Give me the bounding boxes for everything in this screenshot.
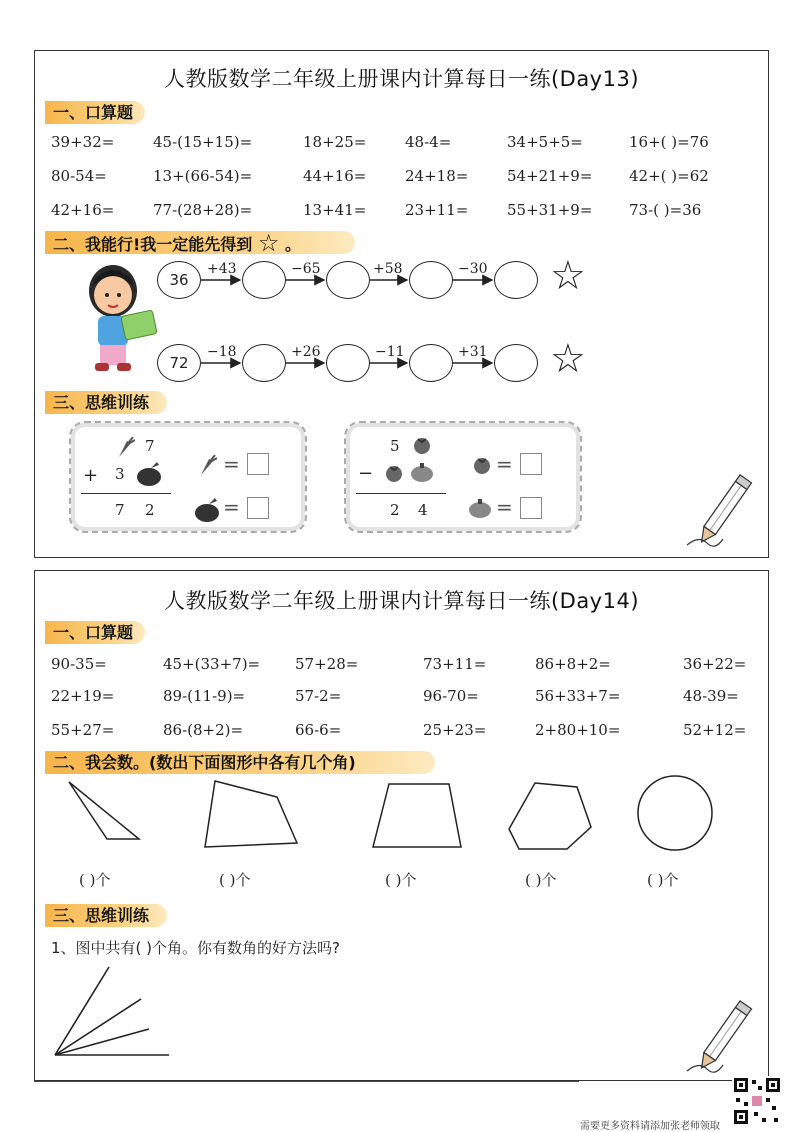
- oral-problem: 80-54=: [51, 167, 107, 185]
- answer-box[interactable]: [247, 453, 269, 475]
- oral-problem: 48-4=: [405, 133, 452, 151]
- answer-box[interactable]: [247, 497, 269, 519]
- chain2-op: −11: [375, 344, 405, 360]
- worksheet-title: 人教版数学二年级上册课内计算每日一练(Day13): [163, 67, 640, 91]
- quadrilateral-shape: [205, 781, 297, 847]
- footer-text: 需要更多资料请添加张老师领取: [580, 1121, 720, 1132]
- oral-problem: 44+16=: [303, 167, 367, 185]
- puzzle-operator: −: [358, 463, 374, 484]
- oral-problem: 57-2=: [295, 687, 342, 705]
- puzzle-line: [81, 493, 171, 494]
- trapezoid-shape: [373, 784, 461, 847]
- chain2-op: −18: [207, 344, 237, 360]
- puzzle-frame: [69, 421, 307, 533]
- chain1-op: +43: [207, 261, 237, 277]
- puzzle-line: [356, 493, 446, 494]
- chain2-answer-circle[interactable]: [326, 344, 370, 382]
- puzzle-digit: 2: [145, 501, 155, 519]
- chain1-op: −30: [458, 261, 488, 277]
- eggplant-icon: [193, 497, 221, 523]
- oral-problem: 73+11=: [423, 655, 487, 673]
- chain2-op: +31: [458, 344, 488, 360]
- equals-sign: =: [496, 495, 513, 519]
- eggplant-icon: [135, 461, 163, 487]
- chain1-start-circle: 36: [157, 261, 201, 299]
- puzzle-frame: [344, 421, 582, 533]
- oral-problem: 90-35=: [51, 655, 107, 673]
- section-heading-thinking: 三、思维训练: [45, 904, 167, 927]
- answer-box[interactable]: [520, 453, 542, 475]
- angle-count-blank[interactable]: ( )个: [219, 871, 251, 889]
- question-text: 1、图中共有( )个角。你有数角的好方法吗?: [51, 939, 340, 957]
- puzzle-operator: +: [83, 465, 99, 486]
- pumpkin-icon: [468, 497, 492, 519]
- chain2-answer-circle[interactable]: [409, 344, 453, 382]
- chain2-op: +26: [291, 344, 321, 360]
- pencil-icon: [679, 991, 769, 1081]
- chain2-answer-circle[interactable]: [494, 344, 538, 382]
- section-heading-oral: 一、口算题: [45, 621, 145, 644]
- circle-shape: [638, 776, 712, 850]
- angle-count-blank[interactable]: ( )个: [79, 871, 111, 889]
- oral-problem: 22+19=: [51, 687, 115, 705]
- pencil-icon: [679, 465, 769, 555]
- chain1-op: +58: [373, 261, 403, 277]
- oral-problem: 16+( )=76: [629, 133, 709, 151]
- oral-problem: 13+(66-54)=: [153, 167, 253, 185]
- oral-problem: 34+5+5=: [507, 133, 583, 151]
- worksheet-day13: [34, 50, 769, 558]
- oral-problem: 42+( )=62: [629, 167, 709, 185]
- equals-sign: =: [223, 495, 240, 519]
- puzzle-digit: 2: [390, 501, 400, 519]
- section-heading-period: 。: [284, 235, 301, 254]
- equals-sign: =: [223, 452, 240, 476]
- angle-rays-figure: [49, 963, 209, 1063]
- oral-problem: 56+33+7=: [535, 687, 621, 705]
- answer-box[interactable]: [520, 497, 542, 519]
- angle-count-blank[interactable]: ( )个: [647, 871, 679, 889]
- angle-count-blank[interactable]: ( )个: [525, 871, 557, 889]
- star-icon: ☆: [257, 229, 280, 257]
- oral-problem: 86+8+2=: [535, 655, 611, 673]
- oral-problem: 45+(33+7)=: [163, 655, 261, 673]
- tomato-icon: [384, 463, 404, 483]
- star-icon: ☆: [550, 253, 586, 299]
- equals-sign: =: [496, 452, 513, 476]
- oral-problem: 39+32=: [51, 133, 115, 151]
- puzzle-digit: 4: [418, 501, 428, 519]
- section-heading-thinking: 三、思维训练: [45, 391, 167, 414]
- oral-problem: 13+41=: [303, 201, 367, 219]
- oral-problem: 73-( )=36: [629, 201, 702, 219]
- oral-problem: 86-(8+2)=: [163, 721, 244, 739]
- chain2-start-circle: 72: [157, 344, 201, 382]
- oral-problem: 2+80+10=: [535, 721, 621, 739]
- oral-problem: 52+12=: [683, 721, 747, 739]
- angle-shapes: [35, 571, 770, 901]
- carrot-icon: [197, 455, 217, 477]
- oral-problem: 45-(15+15)=: [153, 133, 253, 151]
- oral-problem: 25+23=: [423, 721, 487, 739]
- tomato-icon: [472, 455, 492, 475]
- worksheet-title: 人教版数学二年级上册课内计算每日一练(Day14): [163, 589, 640, 613]
- oral-problem: 55+31+9=: [507, 201, 593, 219]
- section-heading-text: 二、我能行!我一定能先得到: [53, 235, 253, 254]
- oral-problem: 48-39=: [683, 687, 739, 705]
- carrot-icon: [115, 437, 135, 459]
- pumpkin-icon: [410, 461, 434, 483]
- puzzle-digit: 7: [115, 501, 125, 519]
- tomato-icon: [412, 435, 432, 455]
- oral-problem: 55+27=: [51, 721, 115, 739]
- oral-problem: 66-6=: [295, 721, 342, 739]
- puzzle-digit: 5: [390, 437, 400, 455]
- oral-problem: 54+21+9=: [507, 167, 593, 185]
- hexagon-shape: [509, 783, 591, 849]
- triangle-shape: [69, 782, 139, 839]
- oral-problem: 77-(28+28)=: [153, 201, 253, 219]
- section-heading-counting: 二、我会数。(数出下面图形中各有几个角): [45, 751, 435, 774]
- section-heading-oral: 一、口算题: [45, 101, 145, 124]
- oral-problem: 96-70=: [423, 687, 479, 705]
- oral-problem: 23+11=: [405, 201, 469, 219]
- chain2-answer-circle[interactable]: [242, 344, 286, 382]
- star-icon: ☆: [550, 336, 586, 382]
- chain1-op: −65: [291, 261, 321, 277]
- oral-problem: 89-(11-9)=: [163, 687, 246, 705]
- oral-problem: 18+25=: [303, 133, 367, 151]
- puzzle-digit: 7: [145, 437, 155, 455]
- puzzle-digit: 3: [115, 465, 125, 483]
- oral-problem: 24+18=: [405, 167, 469, 185]
- oral-problem: 57+28=: [295, 655, 359, 673]
- qr-code-icon[interactable]: [732, 1076, 782, 1126]
- angle-count-blank[interactable]: ( )个: [385, 871, 417, 889]
- oral-problem: 42+16=: [51, 201, 115, 219]
- worksheet-day14: [34, 570, 769, 1081]
- footer-divider: [34, 1081, 579, 1082]
- oral-problem: 36+22=: [683, 655, 747, 673]
